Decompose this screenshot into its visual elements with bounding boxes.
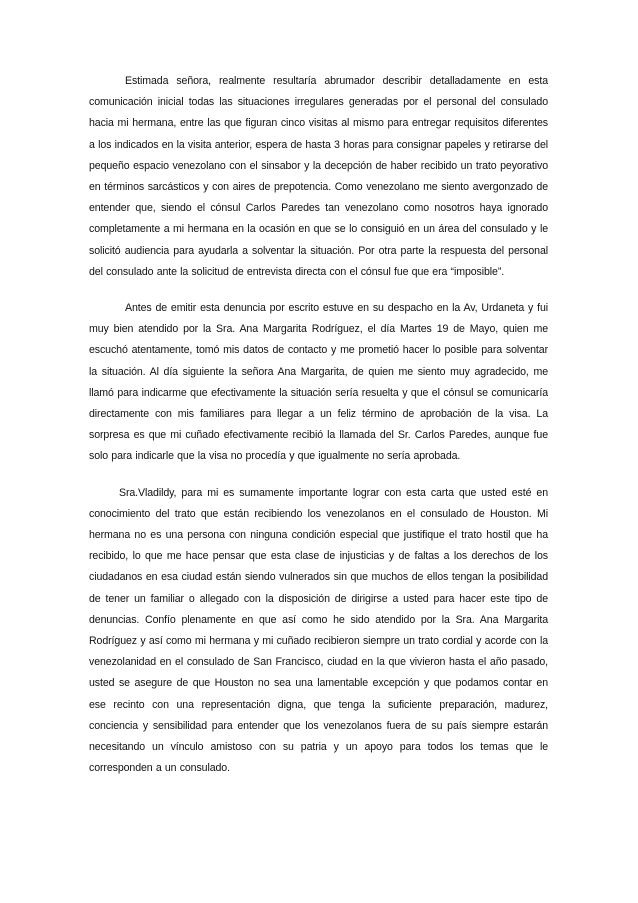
paragraph-3: Sra.Vladildy, para mi es sumamente importante lograr con esta carta que usted esté en conocimiento del trato que están recibiendo los venezolanos en el consulado de Houston. Mi hermana no es una persona con ninguna condición especial que justifique el trato hostil que ha recibido, lo que me hace pensar que esta clase de injusticias y de faltas a los derechos de los ciudadanos en esa ciudad están siendo vulnerados sin que muchos de ellos tengan la posibilidad de tener un familiar o allegado con la disposición de dirigirse a usted para hacer este tipo de denuncias. Confío plenamente en que así como he sido atendido por la Sra. Ana Margarita Rodríguez y así como mi hermana y mi cuñado recibieron siempre un trato cordial y acorde con la venezolanidad en el consulado de San Francisco, ciudad en la que vivieron hasta el año pasado, usted se asegure de que Houston no sea una lamentable excepción y que podamos contar en ese recinto con una representación digna, que tenga la suficiente preparación, madurez, conciencia y sensibilidad para entender que los venezolanos fuera de su país siempre estarán necesitando un vínculo amistoso con su patria y un apoyo para todos los temas que le corresponden a un consulado. [89, 486, 548, 775]
paragraph-2: Antes de emitir esta denuncia por escrito estuve en su despacho en la Av, Urdaneta y fui muy bien atendido por la Sra. Ana Margarita Rodríguez, el día Martes 19 de Mayo, quien me escuchó atentamente, tomó mis datos de contacto y me prometió hacer lo posible para solventar la situación. Al día siguiente la señora Ana Margarita, de quien me siento muy agradecido, me llamó para indicarme que efectivamente la situación sería resuelta y que el cónsul se comunicaría directamente con mis familiares para llegar a un feliz término de aprobación de la visa. La sorpresa es que mi cuñado efectivamente recibió la llamada del Sr. Carlos Paredes, aunque fue solo para indicarle que la visa no procedía y que igualmente no sería aprobada. [89, 302, 548, 463]
paragraph-1: Estimada señora, realmente resultaría abrumador describir detalladamente en esta comunicación inicial todas las situaciones irregulares generadas por el personal del consulado hacia mi hermana, entre las que figuran cinco visitas al mismo para entregar requisitos diferentes a los indicados en la visita anterior, espera de hasta 3 horas para consignar papeles y retirarse del pequeño espacio venezolano con el sinsabor y la decepción de haber recibido un trato peyorativo en términos sarcásticos y con aires de prepotencia. Como venezolano me siento avergonzado de entender que, siendo el cónsul Carlos Paredes tan venezolano como nosotros haya ignorado completamente a mi hermana en la ocasión en que se lo consiguió en un área del consulado y le solicitó audiencia para ayudarla a solventar la situación. Por otra parte la respuesta del personal del consulado ante la solicitud de entrevista directa con el cónsul fue que era “imposible”. [89, 75, 548, 278]
letter-body [89, 71, 548, 795]
